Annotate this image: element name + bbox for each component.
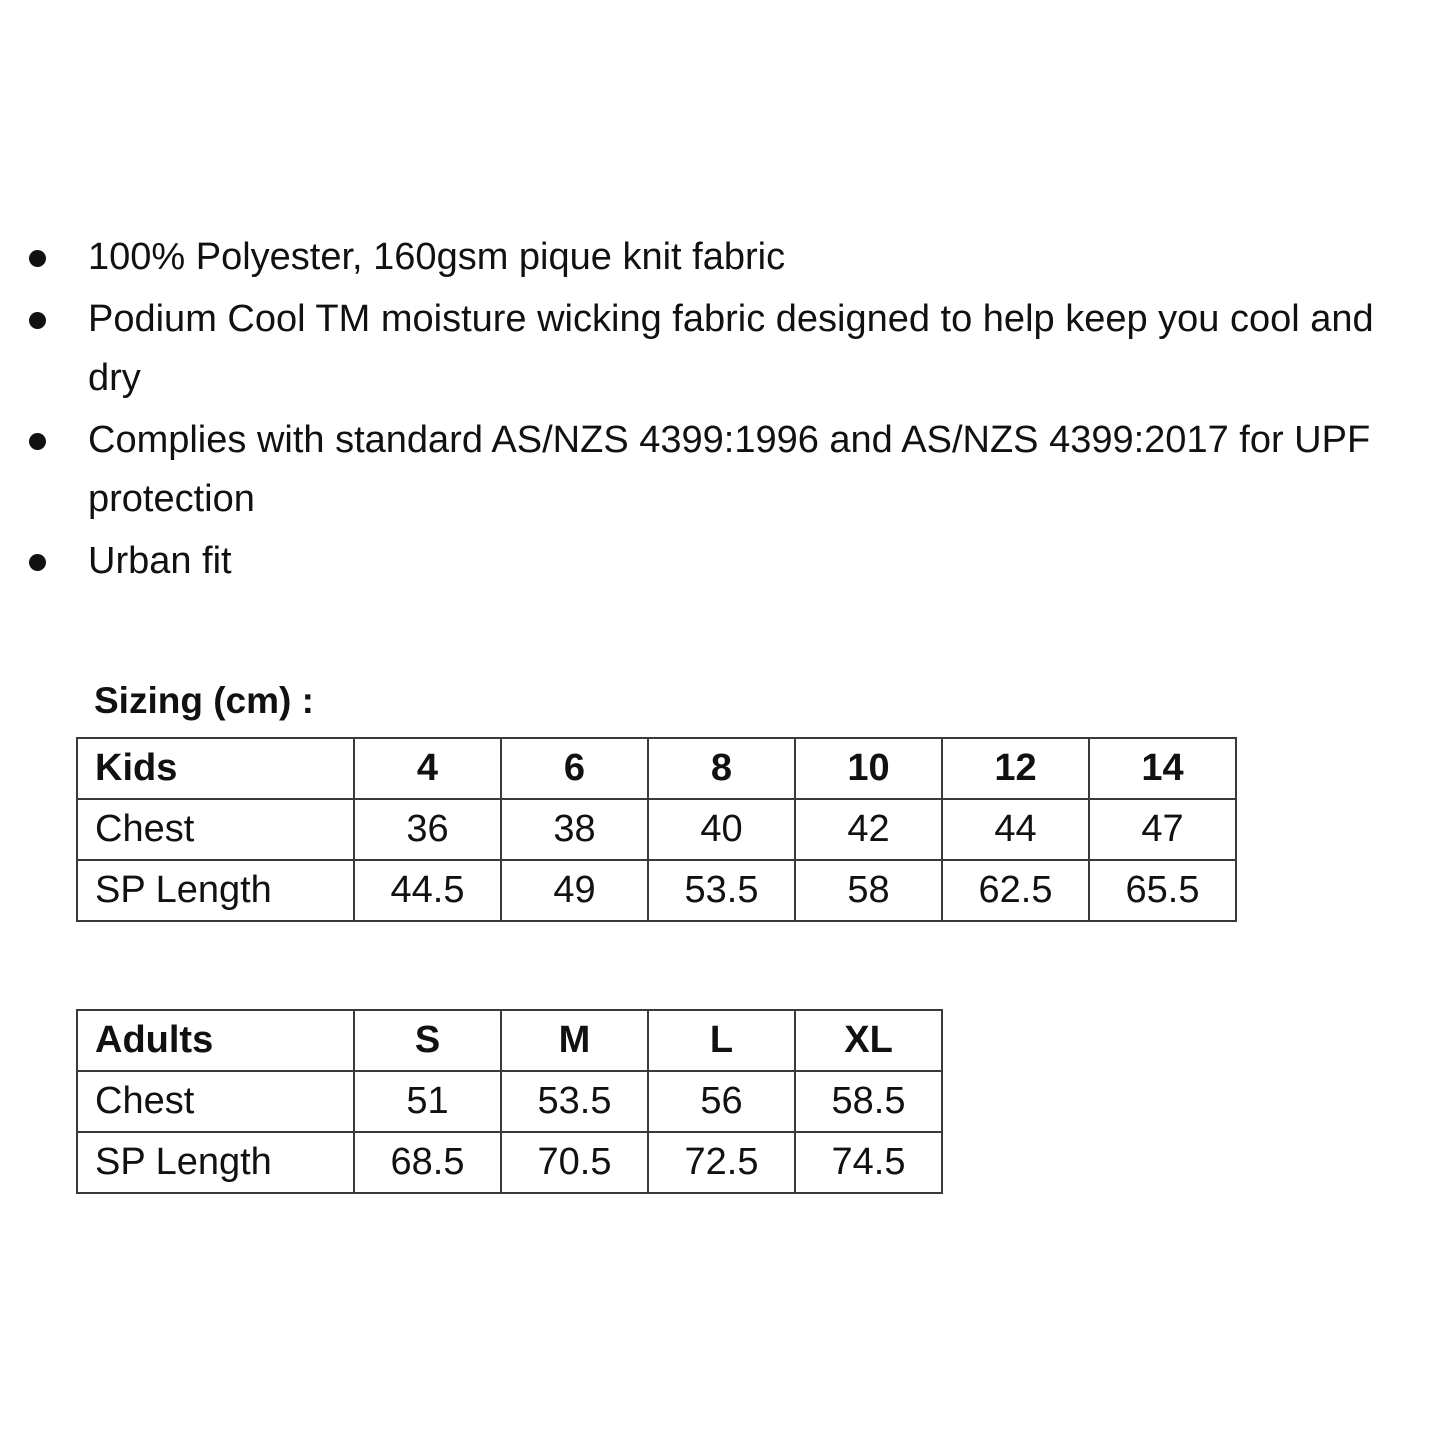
table-cell: Chest: [77, 799, 354, 860]
bullet-icon: [29, 433, 46, 450]
table-row: [77, 860, 1236, 921]
table-cell: 51: [354, 1071, 501, 1132]
table-row: [77, 1010, 942, 1071]
table-cell: 36: [354, 799, 501, 860]
table-cell: 70.5: [501, 1132, 648, 1193]
table-cell: Chest: [77, 1071, 354, 1132]
feature-item: [0, 290, 1445, 408]
table-header-cell: XL: [795, 1010, 942, 1071]
feature-item: [0, 411, 1445, 529]
table-cell: 47: [1089, 799, 1236, 860]
table-row: [77, 1132, 942, 1193]
table-cell: 40: [648, 799, 795, 860]
table-cell: 58.5: [795, 1071, 942, 1132]
table-cell: 44: [942, 799, 1089, 860]
table-cell: SP Length: [77, 1132, 354, 1193]
feature-item: [0, 228, 1445, 287]
table-cell: 72.5: [648, 1132, 795, 1193]
adults-size-table: [76, 1009, 943, 1194]
table-header-cell: L: [648, 1010, 795, 1071]
table-cell: 56: [648, 1071, 795, 1132]
table-header-cell: 6: [501, 738, 648, 799]
table-header-cell: M: [501, 1010, 648, 1071]
table-cell: 42: [795, 799, 942, 860]
table-cell: 44.5: [354, 860, 501, 921]
bullet-icon: [29, 250, 46, 267]
bullet-icon: [29, 312, 46, 329]
feature-text: Podium Cool TM moisture wicking fabric designed to help keep you cool and dry: [88, 298, 1374, 399]
table-header-cell: 8: [648, 738, 795, 799]
bullet-icon: [29, 554, 46, 571]
table-cell: 74.5: [795, 1132, 942, 1193]
table-header-cell: 4: [354, 738, 501, 799]
table-cell: SP Length: [77, 860, 354, 921]
table-row: [77, 799, 1236, 860]
feature-item: [0, 532, 1445, 591]
table-header-cell: 14: [1089, 738, 1236, 799]
table-cell: 49: [501, 860, 648, 921]
table-cell: 58: [795, 860, 942, 921]
table-cell: 62.5: [942, 860, 1089, 921]
table-header-cell: 12: [942, 738, 1089, 799]
feature-text: 100% Polyester, 160gsm pique knit fabric: [88, 236, 786, 278]
table-cell: 38: [501, 799, 648, 860]
feature-text: Complies with standard AS/NZS 4399:1996 and AS/NZS 4399:2017 for UPF protection: [88, 419, 1371, 520]
table-row: [77, 1071, 942, 1132]
table-cell: 68.5: [354, 1132, 501, 1193]
table-cell: 53.5: [648, 860, 795, 921]
table-header-cell: Kids: [77, 738, 354, 799]
kids-size-table: [76, 737, 1237, 922]
feature-text: Urban fit: [88, 540, 232, 582]
feature-list: [0, 228, 1445, 594]
table-cell: 53.5: [501, 1071, 648, 1132]
sizing-title: Sizing (cm) :: [94, 680, 314, 721]
table-header-cell: Adults: [77, 1010, 354, 1071]
table-header-cell: 10: [795, 738, 942, 799]
table-header-cell: S: [354, 1010, 501, 1071]
table-row: [77, 738, 1236, 799]
table-cell: 65.5: [1089, 860, 1236, 921]
